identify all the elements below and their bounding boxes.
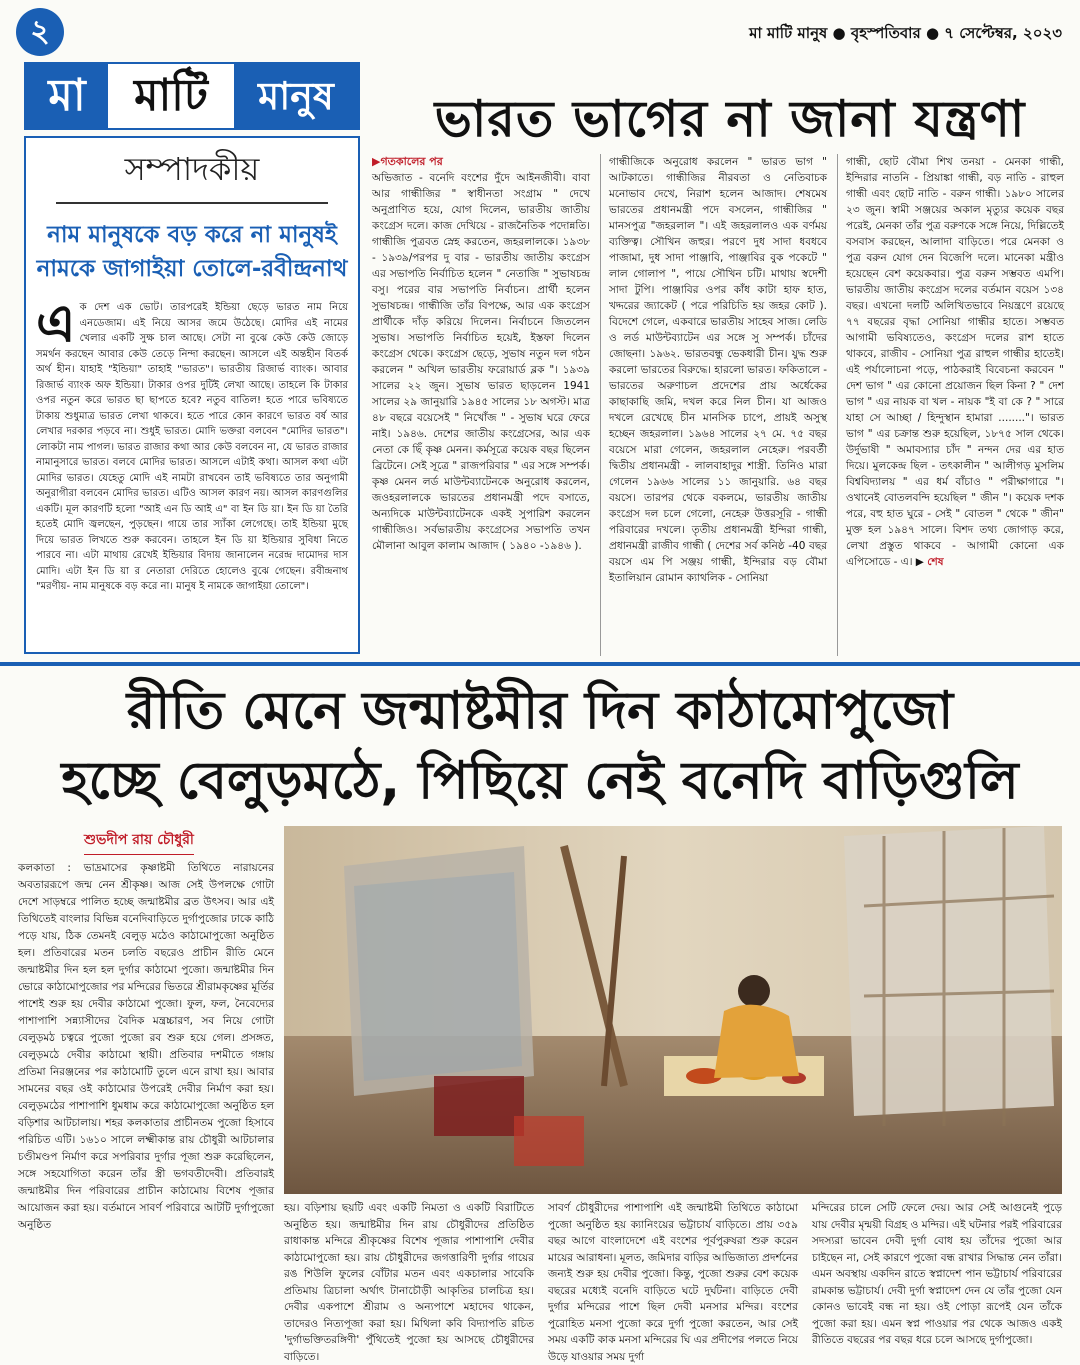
editorial-dropcap: এ — [36, 293, 76, 354]
byline: শুভদীপ রায় চৌধুরী — [84, 828, 194, 855]
top-article-text-2: গান্ধীজিকে অনুরোধ করলেন " ভারত ভাগ " আটকাতে। গান্ধীজির নীরবতা ও নেতিবাচক মনোভাব দেখে, নিরাশ হলেন আজাদ। শেষমেষ ভারতের প্রধানমন্ত্রী পদে বসলেন, গান্ধীজির " মানসপুত্র "জহরলাল "। এই জহরলালও এক বর্ণময় ব্যক্তিত্ব। সৌখিন জহুর। পরণে দুধ সাদা ধবধবে পাজামা, দুধ সাদা পাঞ্জাবি, পাঞ্জাবির বুক পকেটে " লাল গোলাপ ", পায়ে সৌখিন চটি। মাথায় স্বদেশী সাদা টুপি। পাঞ্জাবির ওপর কাঁধ কাটা হাফ হাত, খদ্দরের জ্যাকেট ( পরে পরিচিতি হয় জহর কোট ). বিদেশে গেলে, একবারে ভারতীয় সাহেব সাজ। লেডি ও লর্ড মাউন্টব্যাটেন এর সঙ্গে সু সম্পর্ক। চাঁদের জোছনা। ১৯৬২. ভারতবন্ধু ভেকধারী চীন। যুদ্ধ শুরু করলো ভারতের বিরুদ্ধে। হারলো ভারত। ফকিতালে - ভারতের অরুণাচল প্রদেশের প্রায় অর্ধেকের কাছাকাছি জমি, দখল করে নিল চীন। যা আজও দখলে রেখেছে চীন মানসিক চাপে, প্রায়ই অসুস্থ হচ্ছেন জহরলাল। ১৯৬৪ সালের ২৭ মে. ৭৫ বছর বয়েসে মারা গেলেন, জহরলাল নেহেরু। পরবর্তী দ্বিতীয় প্রধানমন্ত্রী - লালবাহাদুর শাস্ত্রী. তিনিও মারা গেলেন ১৯৬৬ সালের ১১ জানুয়ারি. ৬৪ বছর বয়সে। তারপর থেকে বকলমে, ভারতীয় জাতীয় কংগ্রেস দল চলে গেলো, নেহেরু উত্তরসূরি - গান্ধী পরিবারের দখলে। তৃতীয় প্রধানমন্ত্রী ইন্দিরা গান্ধী, প্রধানমন্ত্রী রাজীব গান্ধী ( দেশের সর্ব কনিষ্ঠ -40 বছর বয়সে এম পি সঞ্জয় গান্ধী, ইন্দিরার বড় বৌমা ইতালিয়ান রোমান ক্যাথলিক - সোনিয়া — [609, 156, 827, 584]
main-title-line-2: হচ্ছে বেলুড়মঠে, পিছিয়ে নেই বনেদি বাড়িগুলি — [61, 751, 1019, 811]
main-article-column-2: হয়। বড়িশায় ছয়টি এবং একটি নিমতা ও একটি বিরাটিতে অনুষ্ঠিত হয়। জন্মাষ্টমীর দিন রায় চৌধুরীদের প্রতিষ্ঠিত রাধাকান্ত মন্দিরে শ্রীকৃষ্ণের বিশেষ পূজার পাশাপাশি দেবীর কাঠামোপুজো হয়। রায় চৌধুরীদের জগত্তারিণী দুর্গার গায়ের রঙ শিউলি ফুলের বোঁটার মতন এবং একচালার সাবেকি প্রতিমায় ত্রিচালা অর্থাৎ টানাচৌড়ী আকৃতির চালচিত্র হয়। দেবীর একপাশে শ্রীরাম ও অন্যপাশে মহাদেব থাকেন, তাদেরও নিত্যপূজা করা হয়। মিথিলা কবি বিদ্যাপতি রচিত 'দুর্গাভক্তিতরঙ্গিণী' পুঁথিতেই পুজো হয় আসছে চৌধুরীদের বাড়িতে। — [284, 1202, 534, 1363]
top-article-title: ভারত ভাগের না জানা যন্ত্রণা — [434, 90, 1026, 148]
top-article-text-3: গান্ধী, ছোট বৌমা শিখ তনয়া - মেনকা গান্ধী, ইন্দিরার নাতনি - প্রিয়াঙ্কা গান্ধী, বড় নাতি - রাহুল গান্ধী এবং ছোট নাতি - বরুন গান্ধী। ১৯৮০ সালের ২৩ জুন। স্বামী সঞ্জয়ের অকাল মৃত্যুর কয়েক বছর পরেই, মেনকা তাঁর পুত্র বরুণকে সঙ্গে নিয়ে, দিল্লিতেই বসবাস করছেন, আলাদা বাড়িতে। পরে মেনকা ও পুত্র বরুন যোগ দেন বিজেপি দলে। মানেকা মন্ত্রীও হয়েছেন বেশ কয়েকবার। পুত্র বরুন সম্ভবত এমপি। ভারতীয় জাতীয় কংগ্রেস দলের বর্তমান বয়েস ১৩৪ বছর। এখনো দলটি অলিখিতভাবে নিয়ন্ত্রণে রয়েছে ৭৭ বছরের বৃদ্ধা সোনিয়া গান্ধীর হাতে। সম্ভবত আগামী ভবিষ্যতেও, কংগ্রেস দলের রাশ হাতে থাকবে, রাজীব - সোনিয়া পুত্র রাহুল গান্ধীর হাতেই। এই পর্যালোচনা পড়ে, পাঠকরাই বিবেচনা করবেন " দেশ ভাগ " এর কোনো প্রয়োজন ছিল কিনা ? " দেশ ভাগ " এর নায়ক বা খল - নায়ক "ই বা কে ? " সারে যাহা সে আচ্ছা / হিন্দুস্থান হামারা ........"। ভারত ভাগ " এর চক্রান্ত শুরু হয়েছিল, ১৮৭৫ সাল থেকে। উর্দুভাষী " অমাবস্যার চাঁদ " নন্দন দের এর হাত দিয়ে। মুলকেন্দ্র ছিল - তৎকালীন " আলীগড় মুসলিম বিশ্ববিদ্যালয় " এর ধর্ম বাঁচাও " পরীক্ষাগারে "। ওখানেই বোতলবন্দি হয়েছিল " জীন "। কয়েক দশক পরে, বহু হাত ঘুরে - সেই " বোতল " থেকে " জীন" মুক্ত হল ১৯৪৭ সালে। বিশদ তথ্য জোগাড় করে, লেখা প্রস্তুত থাকবে - আগামী কোনো এক এপিসোডে - এ। ▶ — [846, 156, 1064, 568]
continued-label: ▶গতকালের পর — [372, 155, 443, 168]
masthead-logo — [24, 62, 360, 130]
editorial-body — [36, 293, 348, 595]
masthead-part-2: মাটি — [108, 64, 234, 128]
main-article-bottom-columns — [284, 1200, 1062, 1363]
top-article-text-1: অভিজাত - বনেদি বংশের দুঁদে আইনজীবী। বাবা আর গান্ধীজির " স্বাধীনতা সংগ্রাম " দেখে অনুপ্রাণিত হয়ে, যোগ দিলেন, ভারতীয় জাতীয় কংগ্রেস দলে। কাজ দেখিয়ে - রাজনৈতিক পদোন্নতি। গান্ধীজি পুত্রবত স্নেহ করতেন, জহরলালকে। ১৯৩৮ - ১৯৩৯/পরপর দু বার - ভারতীয় জাতীয় কংগ্রেস এর সভাপতি নির্বাচিত হলেন " নেতাজি " সুভাষচন্দ্র বসু। পরের বার সভাপতি নির্বাচন। প্রার্থী হলেন সুভাষচন্দ্র। গান্ধীজি তাঁর বিপক্ষে, আর এক কংগ্রেস প্রার্থীকে দাঁড় করিয়ে দিলেন। নির্বাচনে জিতলেন সুভাষ। সভাপতি নির্বাচিত হয়েই, ইস্তফা দিলেন কংগ্রেস থেকে। কংগ্রেস ছেড়ে, সুভাষ নতুন দল গঠন করলেন " অখিল ভারতীয় ফরোয়ার্ড ব্লক "। ১৯৩৯ সালের ২২ জুন। সুভাষ ভারত ছাড়লেন 1941 সালের ২৯ জানুয়ারি ১৯৪৫ সালের ১৮ অগস্ট। মাত্র ৪৮ বছরে বয়েসেই " নিখোঁজ " - সুভাষ ঘরে ফেরে নাই। ১৯৪৬. দেশের জাতীয় কংগ্রেসের, আর এক নেতা কে ছিঁ কৃষ্ণ মেনন। কর্মসূত্রে কয়েক বছর ছিলেন ব্রিটেনে। সেই সূত্রে " রাজপরিবার " এর সঙ্গে সম্পর্ক। কৃষ্ণ মেনন লর্ড মাউন্টব্যাটেনকে অনুরোধ করলেন, জওহরলালকে ভারতের প্রধানমন্ত্রী পদে বসাতে, অন্যদিকে মাউন্টব্যাটেনকে একই সুপারিশ করলেন গান্ধীজিও। সর্বভারতীয় কংগ্রেসের সভাপতি তখন মৌলানা আবুল কালাম আজাদ ( ১৯৪০ -১৯৪৬ ). — [372, 172, 590, 552]
main-article-column-4: মন্দিরের চালে সেটি ফেলে দেয়। আর সেই আগুনেই পুড়ে যায় দেবীর মৃন্ময়ী বিগ্রহ ও মন্দির। এই ঘটনার পরই পরিবারের সদস্যরা ভাবেন দেবী দুর্গা বোধ হয় তাঁদের পুজো আর চাইছেন না, সেই কারণে পুজো বন্ধ রাখার সিদ্ধান্ত নেন তাঁরা। এমন অবস্থায় একদিন রাতে স্বপ্নাদেশ পান ভট্টাচার্য পরিবারের রামকান্ত ভট্টাচার্য। দেবী দুর্গা স্বপ্নাদেশ দেন যে তাঁর পুজো যেন কোনও ভাবেই বন্ধ না হয়। ওই পোড়া রূপেই যেন তাঁকে পুজো করা হয়। এমন স্বপ্ন পাওয়ার পর থেকে আজও একই রীতিতে বছরের পর বছর ধরে চলে আসছে দুর্গাপুজো। — [812, 1202, 1062, 1346]
main-article-title — [14, 676, 1066, 816]
header-date-info: মা মাটি মানুষ ● বৃহস্পতিবার ● ৭ সেপ্টেম্বর, ২০২৩ — [749, 24, 1062, 42]
editorial-text: ক দেশ এক ভোট। তারপরেই ইন্ডিয়া ছেড়ে ভারত নাম নিয়ে এনডেজাম। এই নিয়ে আসর জমে উঠেছে। মোদির এই নামের খেলার একটি সুক্ষ চাল আছে। সেটা না বুঝে কেউ কেউ জোড়ে সমর্থন করছেন আবার কেউ তেড়ে নিন্দা করছেন। আসলে এই অন্তহীন বিতর্ক অর্থ হীন। যাহাই "ইন্ডিয়া" তাহাই "ভারত"। ভারতীয় রিজার্ভ ব্যাংক। আবার রিজার্ভ ব্যাংক অফ ইন্ডিয়া। টাকার ওপর দুটিই লেখা আছে। তাহলে কি টাকার ওপর নতুন করে ভারত ছা ছাপতে হবে? নতুব বাতিল! হতে পারে ভবিষ্যতে টাকায় শুধুমাত্র ভারত লেখা থাকবে। হতে পারে কোন কারণে ভারত বর্ষ আর লেখার দরকার পড়বে না। শুধুই ভারত। মোদি ভক্তরা বলবেন "মোদির ভারত"। লোকটা নাম পাগল। ভারত রাজার কথা আর কেউ বলবেন না, যে ভারত রাজার নামানুসারে ভারত। বলবে মোদির ভারত। আসলে এটাই কথা। আসল কথা এটা মোদির ভারত। যেহেতু মোদি এই নামটা রাখবেন তাই ভবিষ্যতে তার অনুগামী অনুরাগীরা বলবেন মোদির ভারত। এটিও আসল কারণ নয়। আসল কারণগুলির একটি। মূল কারণটি হলো "আই এন ডি আই এ" বা ইন ডি য়া। ইন ডি য়া তৈরি হতেই মোদি জ্বলছেন, পুড়ছেন। গায়ে তার স্যাঁকা লেগেছে। তাই ইন্ডিয়া মুছে দিয়ে ভারত লিখতে শুরু করবেন। তাহলে ইন ডি য়া ইন্ডিয়ার সুবিধা নিতে পারবে না। এটা মাথায় রেখেই ইন্ডিয়ার বিদায় জানালেন নরেন্দ্র দামোদর দাস মোদি। এটা ইন ডি য়া র নেতারা দেরিতে হোলেও বুঝে গেছেন। রবীন্দ্রনাথ "মরণীয়- নাম মানুষকে বড় করে না। মানুষ ই নামকে জাগাইয়া তোলে"। — [36, 302, 348, 592]
masthead-part-1: মা — [26, 64, 108, 128]
masthead-part-3: মানুষ — [234, 64, 358, 128]
top-article-column-2 — [600, 154, 827, 656]
page-number: ২ — [16, 8, 64, 56]
main-article-column-1: কলকাতা : ভাদ্রমাসের কৃষ্ণাষ্টমী তিথিতে নারায়নের অবতাররূপে জন্ম নেন শ্রীকৃষ্ণ। আজ সেই উপলক্ষে গোটা দেশে সাড়ম্বরে পালিত হচ্ছে জন্মাষ্টমীর ব্রত উৎসব। আর এই তিথিতেই বাংলার বিভিন্ন বনেদিবাড়িতে দুর্গাপুজোর ঢাকে কাঠি পড়ে যায়, ঠিক তেমনই বেলুড় মঠেও কাঠামোপুজো অনুষ্ঠিত হল। প্রতিবারের মতন চলতি বছরেও প্রাচীন রীতি মেনে জন্মাষ্টমীর দিন হল হল দুর্গার কাঠামো পুজো। জন্মাষ্টমীর দিন ভোরে কাঠামোপুজোর পর মন্দিরের ভিতরে শ্রীরামকৃষ্ণের মূর্তির পাশেই শুরু হয় দেবীর কাঠামো পুজো। ফুল, ফল, নৈবেদ্যের পাশাপাশি সন্ন্যাসীদের বৈদিক মন্ত্রচ্চারণ, সব নিয়ে গোটা বেলুড়মঠ চত্বরে পুজো পুজো রব শুরু হয়ে গেল। প্রসঙ্গত, বেলুড়মঠে দেবীর কাঠামো স্থায়ী। প্রতিবার দশমীতে গঙ্গায় প্রতিমা নিরঞ্জনের পর কাঠামোটি তুলে এনে রাখা হয়। আবার সামনের বছর ওই কাঠামোর উপরেই দেবীর নির্মাণ করা হয়। বেলুড়মঠের পাশাপাশি ধুমধাম করে কাঠামোপুজো অনুষ্ঠিত হল বড়িশার আটচালায়। শহর কলকাতার প্রাচীনতম পুজো হিসাবে পরিচিত এটি। ১৬১০ সালে লক্ষ্মীকান্ত রায় চৌধুরী আটচালার চণ্ডীমণ্ডপ নির্মাণ করে সপরিবার দুর্গার পূজা শুরু করেছিলেন, সঙ্গে সহযোগিতা করেন তাঁর স্ত্রী ভগবতীদেবী। প্রতিবারই জন্মাষ্টমীর দিন পরিবারের প্রাচীন কাঠামোয় বিশেষ পূজার আয়োজন করা হয়। বর্তমানে সাবর্ণ পরিবারে আটটি দুর্গাপুজো অনুষ্ঠিত — [18, 862, 275, 1231]
end-label: শেষ — [927, 556, 944, 568]
top-article-column-1 — [372, 154, 590, 656]
editorial-label: সম্পাদকীয় — [56, 144, 328, 204]
section-divider — [0, 662, 1080, 666]
top-article-column-3 — [837, 154, 1064, 656]
top-article-columns — [372, 154, 1064, 656]
article-photo — [284, 826, 1062, 1194]
editorial-headline: নাম মানুষকে বড় করে না মানুষই নামকে জাগাইয়া তোলে-রবীন্দ্রনাথ — [36, 222, 348, 282]
editorial-box — [24, 136, 360, 654]
main-article-column-3: সাবর্ণ চৌধুরীদের পাশাপাশি এই জন্মাষ্টমী তিথিতে কাঠামো পুজো অনুষ্ঠিত হয় ক্যানিংয়ের ভট্টাচার্য বাড়িতে। প্রায় ৩৫৯ বছর আগে বাংলাদেশে এই বংশের পূর্বপুরুষরা শুরু করেন মায়ের আরাধনা। মূলত, জমিদার বাড়ির আভিজাত্য প্রদর্শনের জন্যই শুরু হয় দেবীর পুজো। কিন্তু, পুজো শুরুর বেশ কয়েক বছরের মধ্যেই বনেদি বাড়িতে ঘটে দুর্ঘটনা। বাড়িতে দেবী দুর্গার মন্দিরের পাশে ছিল দেবী মনসার মন্দির। বংশের পুরোহিত মনসা পুজো করে দুর্গা পুজো করতেন, আর সেই সময় একটি কাক মনসা মন্দিরের ঘি এর প্রদীপের পলতে নিয়ে উড়ে যাওয়ার সময় দুর্গা — [548, 1202, 798, 1363]
main-title-line-1: রীতি মেনে জন্মাষ্টমীর দিন কাঠামোপুজো — [126, 681, 954, 741]
